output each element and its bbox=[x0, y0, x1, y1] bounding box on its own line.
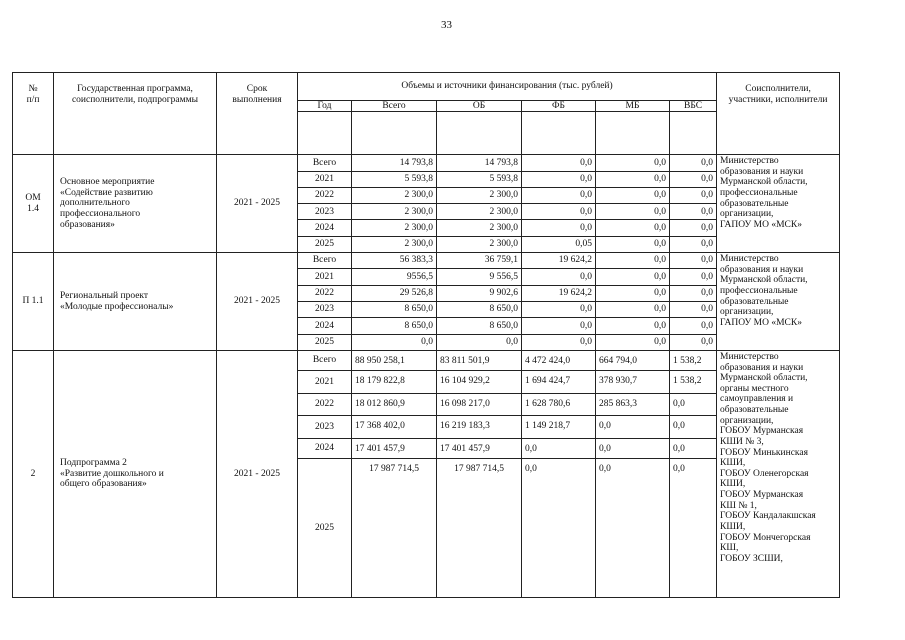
cell-fb: 0,0 bbox=[522, 438, 596, 458]
cell-fb: 0,0 bbox=[522, 187, 596, 203]
cell-total: 2 300,0 bbox=[352, 204, 437, 220]
cell-fb: 0,0 bbox=[522, 318, 596, 334]
cell-total: 8 650,0 bbox=[352, 302, 437, 318]
cell-ob: 2 300,0 bbox=[437, 236, 522, 252]
cell-fb: 0,05 bbox=[522, 236, 596, 252]
cell-mb: 0,0 bbox=[596, 155, 670, 171]
cell-fb: 0,0 bbox=[522, 459, 596, 598]
cell-mb: 285 863,3 bbox=[596, 393, 670, 415]
cell-ob: 14 793,8 bbox=[437, 155, 522, 171]
header-term: Срок выполнения bbox=[217, 73, 298, 155]
row-term: 2021 - 2025 bbox=[217, 350, 298, 597]
cell-total: 0,0 bbox=[352, 334, 437, 350]
cell-ob: 36 759,1 bbox=[437, 253, 522, 269]
row-term: 2021 - 2025 bbox=[217, 155, 298, 253]
cell-fb: 0,0 bbox=[522, 155, 596, 171]
cell-year: Всего bbox=[298, 155, 352, 171]
cell-vbs: 0,0 bbox=[670, 334, 717, 350]
cell-year: 2021 bbox=[298, 371, 352, 393]
cell-mb: 0,0 bbox=[596, 171, 670, 187]
table-row bbox=[13, 350, 840, 370]
cell-fb: 0,0 bbox=[522, 171, 596, 187]
cell-mb: 0,0 bbox=[596, 236, 670, 252]
cell-vbs: 0,0 bbox=[670, 302, 717, 318]
cell-year: 2021 bbox=[298, 269, 352, 285]
cell-vbs: 0,0 bbox=[670, 393, 717, 415]
cell-vbs: 0,0 bbox=[670, 253, 717, 269]
cell-total: 17 987 714,5 bbox=[352, 459, 437, 598]
cell-mb: 0,0 bbox=[596, 269, 670, 285]
cell-vbs: 0,0 bbox=[670, 171, 717, 187]
cell-year: 2025 bbox=[298, 236, 352, 252]
row-num: 2 bbox=[13, 350, 54, 597]
cell-ob: 17 401 457,9 bbox=[437, 438, 522, 458]
cell-ob: 8 650,0 bbox=[437, 318, 522, 334]
row-num: П 1.1 bbox=[13, 253, 54, 351]
cell-fb: 1 694 424,7 bbox=[522, 371, 596, 393]
cell-ob: 16 098 217,0 bbox=[437, 393, 522, 415]
header-num: № п/п bbox=[13, 73, 54, 155]
header-funding: Объемы и источники финансирования (тыс. рублей) bbox=[298, 73, 717, 101]
cell-total: 17 368 402,0 bbox=[352, 416, 437, 438]
cell-fb: 0,0 bbox=[522, 302, 596, 318]
cell-year: 2022 bbox=[298, 393, 352, 415]
cell-mb: 0,0 bbox=[596, 187, 670, 203]
cell-total: 17 401 457,9 bbox=[352, 438, 437, 458]
cell-year: 2024 bbox=[298, 220, 352, 236]
table-row bbox=[13, 155, 840, 171]
cell-fb: 1 149 218,7 bbox=[522, 416, 596, 438]
cell-vbs: 0,0 bbox=[670, 416, 717, 438]
cell-mb: 0,0 bbox=[596, 253, 670, 269]
cell-ob: 2 300,0 bbox=[437, 204, 522, 220]
cell-vbs: 0,0 bbox=[670, 236, 717, 252]
col-mb: МБ bbox=[596, 100, 670, 112]
cell-mb: 0,0 bbox=[596, 459, 670, 598]
cell-year: 2025 bbox=[298, 334, 352, 350]
row-program: Основное мероприятие «Содействие развитию дополнительного профессионального образования» bbox=[54, 155, 217, 253]
col-total: Всего bbox=[352, 100, 437, 112]
cell-vbs: 0,0 bbox=[670, 318, 717, 334]
cell-ob: 16 219 183,3 bbox=[437, 416, 522, 438]
cell-total: 5 593,8 bbox=[352, 171, 437, 187]
cell-year: 2025 bbox=[298, 459, 352, 598]
cell-year: 2024 bbox=[298, 438, 352, 458]
cell-total: 18 179 822,8 bbox=[352, 371, 437, 393]
cell-mb: 0,0 bbox=[596, 302, 670, 318]
cell-mb: 0,0 bbox=[596, 220, 670, 236]
cell-total: 9556,5 bbox=[352, 269, 437, 285]
cell-mb: 664 794,0 bbox=[596, 350, 670, 370]
cell-fb: 0,0 bbox=[522, 220, 596, 236]
cell-total: 88 950 258,1 bbox=[352, 350, 437, 370]
cell-mb: 378 930,7 bbox=[596, 371, 670, 393]
cell-vbs: 0,0 bbox=[670, 285, 717, 301]
header-participants: Соисполнители, участники, исполнители bbox=[717, 73, 840, 155]
table-row bbox=[13, 253, 840, 269]
cell-mb: 0,0 bbox=[596, 285, 670, 301]
cell-fb: 19 624,2 bbox=[522, 285, 596, 301]
cell-total: 2 300,0 bbox=[352, 220, 437, 236]
header-program: Государственная программа, соисполнители, подпрограммы bbox=[54, 73, 217, 155]
cell-mb: 0,0 bbox=[596, 438, 670, 458]
cell-ob: 83 811 501,9 bbox=[437, 350, 522, 370]
col-ob: ОБ bbox=[437, 100, 522, 112]
row-program: Подпрограмма 2 «Развитие дошкольного и общего образования» bbox=[54, 350, 217, 597]
row-participants: Министерство образования и науки Мурманской области, профессиональные образовательные организации, ГАПОУ МО «МСК» bbox=[717, 253, 840, 351]
row-num: ОМ 1.4 bbox=[13, 155, 54, 253]
cell-year: 2021 bbox=[298, 171, 352, 187]
cell-year: 2022 bbox=[298, 285, 352, 301]
cell-year: Всего bbox=[298, 350, 352, 370]
col-fb: ФБ bbox=[522, 100, 596, 112]
cell-ob: 16 104 929,2 bbox=[437, 371, 522, 393]
cell-vbs: 0,0 bbox=[670, 220, 717, 236]
cell-fb: 0,0 bbox=[522, 204, 596, 220]
cell-vbs: 1 538,2 bbox=[670, 371, 717, 393]
cell-total: 56 383,3 bbox=[352, 253, 437, 269]
cell-mb: 0,0 bbox=[596, 334, 670, 350]
cell-total: 14 793,8 bbox=[352, 155, 437, 171]
cell-total: 8 650,0 bbox=[352, 318, 437, 334]
cell-year: 2022 bbox=[298, 187, 352, 203]
cell-total: 29 526,8 bbox=[352, 285, 437, 301]
cell-ob: 2 300,0 bbox=[437, 220, 522, 236]
page-number: 33 bbox=[441, 19, 452, 31]
cell-mb: 0,0 bbox=[596, 416, 670, 438]
row-term: 2021 - 2025 bbox=[217, 253, 298, 351]
cell-vbs: 0,0 bbox=[670, 438, 717, 458]
cell-vbs: 0,0 bbox=[670, 155, 717, 171]
cell-fb: 0,0 bbox=[522, 334, 596, 350]
row-participants: Министерство образования и науки Мурманской области, профессиональные образовательные организации, ГАПОУ МО «МСК» bbox=[717, 155, 840, 253]
cell-fb: 0,0 bbox=[522, 269, 596, 285]
cell-ob: 5 593,8 bbox=[437, 171, 522, 187]
cell-ob: 8 650,0 bbox=[437, 302, 522, 318]
cell-ob: 9 556,5 bbox=[437, 269, 522, 285]
cell-vbs: 0,0 bbox=[670, 269, 717, 285]
cell-fb: 1 628 780,6 bbox=[522, 393, 596, 415]
col-year: Год bbox=[298, 100, 352, 112]
row-participants: Министерство образования и науки Мурманской области, органы местного самоуправления и образовательные организации, ГОБОУ Мурманская КШИ № 3, ГОБОУ Минькинская КШИ, ГОБОУ Оленегорская КШИ, ГОБОУ Мурманская КШ № 1, ГОБОУ Кандалакшская КШИ, ГОБОУ Мончегорская КШ, ГОБОУ ЗСШИ, bbox=[717, 350, 840, 597]
col-vbs: ВБС bbox=[670, 100, 717, 112]
cell-year: 2023 bbox=[298, 204, 352, 220]
cell-total: 2 300,0 bbox=[352, 236, 437, 252]
row-program: Региональный проект «Молодые профессионалы» bbox=[54, 253, 217, 351]
cell-year: 2023 bbox=[298, 416, 352, 438]
cell-vbs: 0,0 bbox=[670, 187, 717, 203]
cell-total: 18 012 860,9 bbox=[352, 393, 437, 415]
cell-total: 2 300,0 bbox=[352, 187, 437, 203]
cell-fb: 4 472 424,0 bbox=[522, 350, 596, 370]
cell-vbs: 1 538,2 bbox=[670, 350, 717, 370]
cell-ob: 2 300,0 bbox=[437, 187, 522, 203]
cell-year: 2023 bbox=[298, 302, 352, 318]
cell-vbs: 0,0 bbox=[670, 459, 717, 598]
funding-table bbox=[12, 72, 840, 598]
cell-ob: 17 987 714,5 bbox=[437, 459, 522, 598]
cell-fb: 19 624,2 bbox=[522, 253, 596, 269]
cell-ob: 9 902,6 bbox=[437, 285, 522, 301]
cell-vbs: 0,0 bbox=[670, 204, 717, 220]
cell-mb: 0,0 bbox=[596, 318, 670, 334]
cell-year: 2024 bbox=[298, 318, 352, 334]
cell-ob: 0,0 bbox=[437, 334, 522, 350]
cell-year: Всего bbox=[298, 253, 352, 269]
cell-mb: 0,0 bbox=[596, 204, 670, 220]
